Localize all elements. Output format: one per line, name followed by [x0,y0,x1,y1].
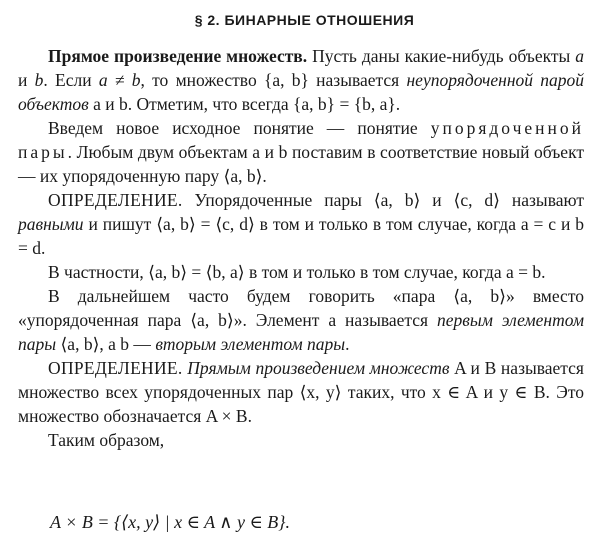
text-run: и [18,70,35,90]
text-run: Упорядоченные пары ⟨a, b⟩ и ⟨c, d⟩ называют [182,190,584,210]
paragraph-6 [18,356,584,428]
paragraph-7 [18,428,584,452]
definition-label: ОПРЕДЕЛЕНИЕ. [48,358,183,378]
term-ordered-pair: упорядоченной пары [18,118,584,162]
text-run: . Если [43,70,99,90]
var-b: b [34,70,44,90]
text-run: В дальнейшем часто будем говорить «пара ⟨a, b⟩» вместо «упорядоченная пара ⟨a, b⟩». Элемент a называется [18,286,584,330]
term-second-element: вторым элементом пары [155,334,346,354]
text-run: Введем новое исходное понятие — понятие [48,118,431,138]
text-run: В частности, ⟨a, b⟩ = ⟨b, a⟩ в том и только в том случае, когда a = b. [48,262,546,282]
text-run: a и b. Отметим, что всегда {a, b} = {b, a}. [88,94,401,114]
text-run: A и B называется множество всех упорядоченных пар ⟨x, y⟩ таких, что x ∈ A и y ∈ B. Это множество обозначается A × B. [18,358,584,426]
paragraph-3 [18,188,584,260]
text-run: . Любым двум объектам a и b поставим в соответствие новый объект — их упорядоченную пару ⟨a, b⟩. [18,142,584,186]
paragraph-title: Прямое произведение множеств. [48,46,308,66]
cartesian-product-formula: A × B = {⟨x, y⟩ | x ∈ A ∧ y ∈ B}. [50,512,290,532]
text-run: ⟨a, b⟩, а b — [56,334,156,354]
definition-label: ОПРЕДЕЛЕНИЕ. [48,190,183,210]
body-text [18,44,584,452]
text-run: Таким образом, [48,430,165,450]
text-run: Пусть даны какие-нибудь объекты [307,46,576,66]
text-run: и пишут ⟨a, b⟩ = ⟨c, d⟩ в том и только в том случае, когда a = c и b = d. [18,214,584,258]
paragraph-4 [18,260,584,284]
term-first-element: первым элементом пары [18,310,584,354]
text-run: , то множество {a, b} называется [140,70,407,90]
term-unordered-pair: неупорядоченной парой объектов [18,70,585,114]
term-cartesian-product: Прямым произведением множеств [182,358,450,378]
var-a: a [575,46,585,66]
text-run: . [345,334,350,354]
condition: a ≠ b [98,70,141,90]
paragraph-2 [18,116,584,188]
paragraph-1 [18,44,584,116]
paragraph-5 [18,284,584,356]
section-heading: § 2. БИНАРНЫЕ ОТНОШЕНИЯ [194,12,415,28]
term-equal: равными [18,214,84,234]
